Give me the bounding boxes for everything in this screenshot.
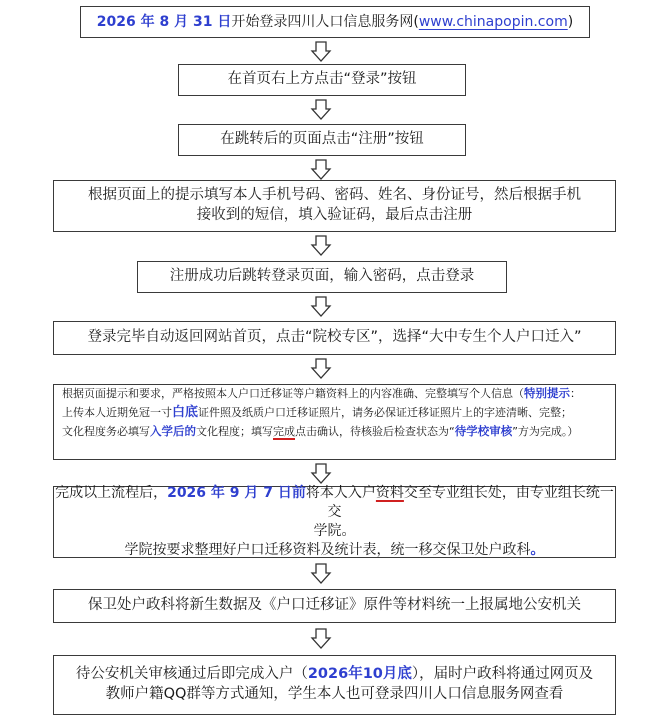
- step-6-text: 登录完毕自动返回网站首页，点击“院校专区”，选择“大中专生个人户口迁入”: [87, 329, 582, 346]
- step-1-close: ): [567, 13, 574, 30]
- step-4-box: [53, 180, 616, 232]
- step-7-text-b1: 上传本人近期免冠一寸: [62, 405, 172, 419]
- step-8-text-a2: 将本人入户: [305, 485, 376, 502]
- step-10-date: 2026年10月底: [307, 666, 412, 683]
- step-5-box: [137, 261, 507, 293]
- step-8-text-c: 学院按要求整理好户口迁移资料及统计表，统一移交保卫处户政科: [124, 541, 531, 558]
- step-9-text: 保卫处户政科将新生数据及《户口迁移证》原件等材料统一上报属地公安机关: [88, 597, 581, 614]
- step-8-line1: [54, 484, 615, 522]
- special-note-label: 特别提示: [524, 386, 570, 400]
- down-arrow-icon: [309, 627, 333, 651]
- step-1-box: [80, 6, 590, 38]
- down-arrow-icon: [309, 98, 333, 122]
- step-7-text-c3: 点击确认，待核验后检查状态为“: [295, 424, 455, 438]
- step-4-line1: 根据页面上的提示填写本人手机号码、密码、姓名、身份证号，然后根据手机: [88, 187, 581, 204]
- step-6-box: [53, 321, 616, 355]
- step-10-line1: [76, 665, 593, 685]
- step-7-line3: [62, 423, 578, 441]
- white-background-highlight: 白底: [172, 404, 199, 420]
- step-8-text-a1: 完成以上流程后，: [55, 485, 168, 502]
- step-10-text-a2: ），届时户政科将通过网页及: [411, 666, 594, 683]
- step-1-text: 开始登录四川人口信息服务网(: [231, 13, 419, 30]
- down-arrow-icon: [309, 234, 333, 258]
- pending-review-status: 待学校审核: [454, 423, 513, 438]
- down-arrow-icon: [309, 462, 333, 486]
- step-3-text: 在跳转后的页面点击“注册”按钮: [220, 131, 424, 148]
- step-8-box: [53, 486, 616, 558]
- step-4-line2: 接收到的短信，填入验证码，最后点击注册: [196, 207, 473, 223]
- step-7-line2: [62, 403, 572, 423]
- step-1-date: 2026 年 8 月 31 日: [96, 13, 232, 30]
- step-7-text-a2: ：: [570, 387, 581, 400]
- step-8-line2: 学院。: [313, 523, 356, 539]
- step-8-date: 2026 年 9 月 7 日前: [167, 485, 306, 502]
- step-7-line1: [62, 385, 581, 403]
- step-7-text-c1: 文化程度务必填写: [62, 424, 150, 438]
- step-7-box: [53, 384, 616, 460]
- step-10-line2: 教师户籍QQ群等方式通知，学生本人也可登录四川人口信息服务网查看: [105, 686, 564, 702]
- step-7-text-c4: ”方为完成。）: [512, 424, 579, 438]
- step-5-text: 注册成功后跳转登录页面，输入密码，点击登录: [169, 268, 475, 285]
- after-enrollment-highlight: 入学后的: [150, 423, 196, 438]
- step-8-period: 。: [530, 541, 545, 558]
- step-7-text-b2: 证件照及纸质户口迁移证照片，请务必保证迁移证照片上的字迹清晰、完整；: [198, 405, 573, 419]
- down-arrow-icon: [309, 562, 333, 586]
- down-arrow-icon: [309, 158, 333, 182]
- step-7-text-a: 根据页面提示和要求，严格按照本人户口迁移证等户籍资料上的内容准确、完整填写个人信息（: [62, 387, 524, 400]
- step-8-line3: [125, 541, 545, 560]
- step-2-text: 在首页右上方点击“登录”按钮: [227, 71, 417, 88]
- down-arrow-icon: [309, 357, 333, 381]
- step-9-box: [53, 589, 616, 623]
- step-8-text-a3: 交至专业组长处，由专业组长统一交: [327, 485, 614, 521]
- step-10-box: [53, 655, 616, 715]
- step-2-box: [178, 64, 466, 96]
- step-10-text-a1: 待公安机关审核通过后即完成入户（: [75, 666, 308, 683]
- materials-underlined: 资料: [375, 485, 404, 502]
- site-link[interactable]: www.chinapopin.com: [418, 13, 568, 30]
- step-3-box: [178, 124, 466, 156]
- down-arrow-icon: [309, 295, 333, 319]
- down-arrow-icon: [309, 40, 333, 64]
- step-7-text-c2: 文化程度；填写: [196, 424, 273, 438]
- complete-underlined: 完成: [273, 424, 295, 438]
